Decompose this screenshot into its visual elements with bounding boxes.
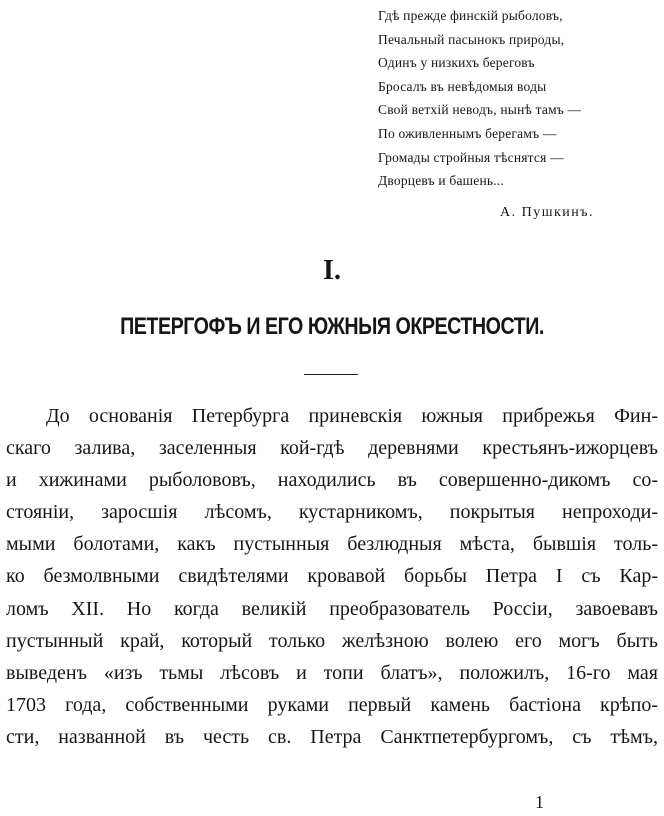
epigraph-line: Одинъ у низкихъ береговъ: [378, 55, 535, 71]
epigraph: [378, 4, 662, 193]
epigraph-line: Громады стройныя тѣснятся —: [378, 149, 564, 165]
body-line: ко безмолвными свидѣтелями кровавой борьбы Петра I съ Кар-: [6, 565, 658, 588]
body-line: ломъ XII. Но когда великій преобразователь Россіи, завоевавъ: [6, 597, 658, 620]
body-text: [6, 400, 658, 753]
epigraph-line: Печальный пасынокъ природы,: [378, 31, 565, 47]
epigraph-line: Дворцевъ и башень...: [378, 173, 504, 189]
epigraph-line: Гдѣ прежде финскій рыболовъ,: [378, 8, 563, 23]
body-line: До основанія Петербурга приневскія южныя прибрежья Фин-: [46, 405, 658, 427]
body-line: сти, названной въ честь св. Петра Санктпетербургомъ, съ тѣмъ,: [6, 725, 658, 748]
body-line: стояніи, заросшія лѣсомъ, кустарникомъ, покрытыя непроходи-: [6, 501, 658, 524]
title-divider: [304, 374, 358, 375]
body-line: выведенъ «изъ тьмы лѣсовъ и топи блатъ», положилъ, 16-го мая: [6, 661, 658, 684]
epigraph-line: Свой ветхій неводъ, нынѣ тамъ —: [378, 102, 582, 118]
epigraph-attribution: А. Пушкинъ.: [500, 205, 595, 220]
chapter-number: I.: [323, 255, 341, 286]
epigraph-line: Бросалъ въ невѣдомыя воды: [378, 78, 547, 94]
body-line: и хижинами рыболововъ, находились въ совершенно-дикомъ со-: [6, 469, 658, 492]
epigraph-line: По оживленнымъ берегамъ —: [378, 125, 557, 141]
chapter-title: ПЕТЕРГОФЪ И ЕГО ЮЖНЫЯ ОКРЕСТНОСТИ.: [120, 313, 544, 340]
body-line: скаго залива, заселенныя кой-гдѣ деревнями крестьянъ-ижорцевъ: [6, 437, 658, 460]
body-line: мыми болотами, какъ пустынныя безлюдныя мѣста, бывшія толь-: [6, 533, 658, 556]
body-line: пустынный край, который только желѣзною волею его могъ быть: [6, 629, 658, 652]
page-number: 1: [535, 792, 544, 812]
body-line: 1703 года, собственными руками первый камень бастіона крѣпо-: [6, 693, 658, 716]
